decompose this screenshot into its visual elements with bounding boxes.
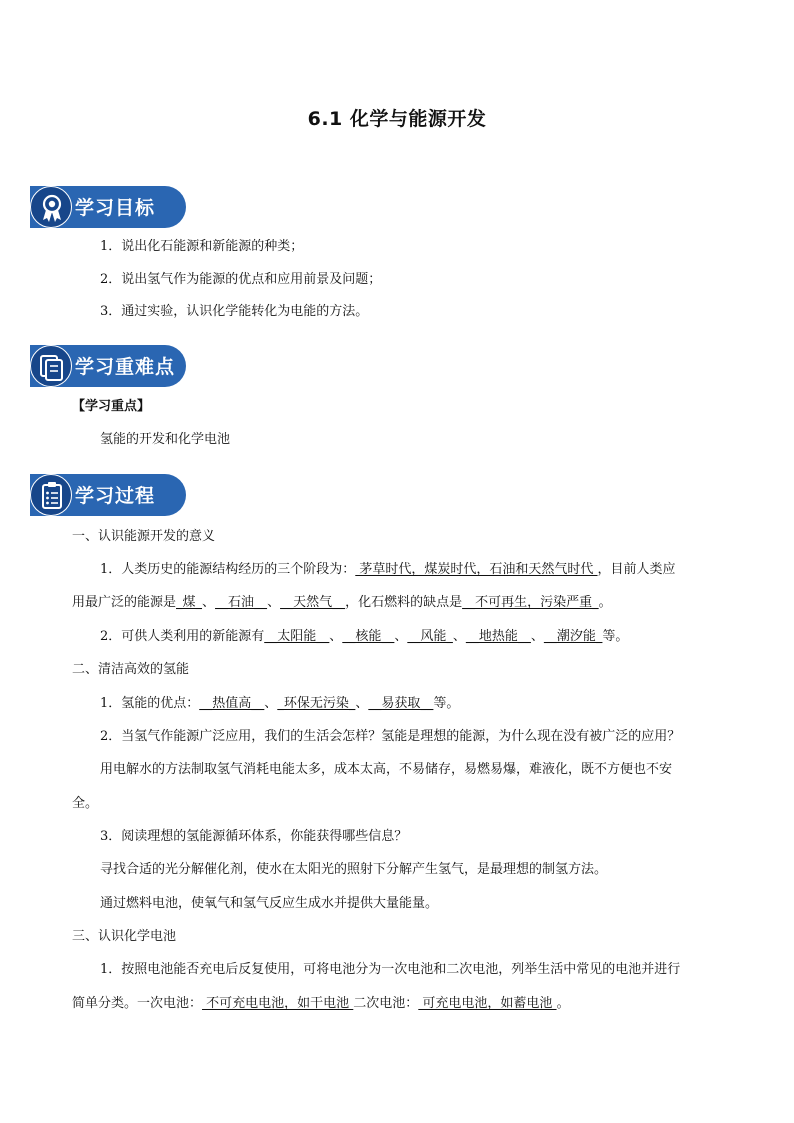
- answer-blank: __潮汐能_: [543, 629, 603, 644]
- answer-blank: __不可再生，污染严重_: [462, 595, 599, 610]
- section-banner-label: 学习重难点: [75, 356, 176, 378]
- part1-q1-line1: 1．人类历史的能源结构经历的三个阶段为： 茅草时代，煤炭时代，石油和天然气时代 ，目前人类应: [100, 562, 676, 577]
- answer-blank: _环保无污染_: [277, 696, 356, 711]
- goal-item: 2．说出氢气作为能源的优点和应用前景及问题；: [100, 272, 382, 287]
- answer-blank: __石油__: [215, 595, 268, 610]
- part2-a3-line1: 寻找合适的光分解催化剂，使水在太阳光的照射下分解产生氢气，是最理想的制氢方法。: [100, 862, 608, 877]
- answer-blank: __地热能__: [465, 629, 531, 644]
- section-banner-label: 学习过程: [75, 485, 156, 507]
- part3-q1-line1: 1．按照电池能否充电后反复使用，可将电池分为一次电池和二次电池，列举生活中常见的电池并进行: [100, 962, 681, 977]
- part2-q2: 2．当氢气作能源广泛应用，我们的生活会怎样？氢能是理想的能源，为什么现在没有被广泛的应用？: [100, 729, 681, 744]
- answer-blank: 茅草时代，煤炭时代，石油和天然气时代: [355, 562, 598, 577]
- books-icon: [30, 345, 72, 387]
- section-banner-label: 学习目标: [75, 197, 156, 219]
- part2-heading: 二、清洁高效的氢能: [72, 662, 190, 677]
- answer-blank: _煤_: [176, 595, 203, 610]
- section-banner-goals: [30, 186, 186, 228]
- answer-blank: 不可充电电池，如干电池: [202, 996, 354, 1011]
- section-banner-key-points: [30, 345, 186, 387]
- answer-blank: __太阳能__: [264, 629, 330, 644]
- part3-heading: 三、认识化学电池: [72, 929, 177, 944]
- part1-heading: 一、认识能源开发的意义: [72, 529, 216, 544]
- part2-a3-line2: 通过燃料电池，使氧气和氢气反应生成水并提供大量能量。: [100, 896, 439, 911]
- part2-a2-line1: 用电解水的方法制取氢气消耗电能太多，成本太高，不易储存，易燃易爆，难液化，既不方便也不安: [100, 762, 673, 777]
- answer-blank: __核能__: [342, 629, 395, 644]
- answer-blank: __易获取__: [368, 696, 434, 711]
- answer-blank: __风能_: [407, 629, 453, 644]
- answer-blank: __热值高__: [199, 696, 265, 711]
- answer-blank: __天然气__: [280, 595, 346, 610]
- answer-blank: 可充电电池，如蓄电池: [418, 996, 557, 1011]
- part2-q1: 1．氢能的优点：__热值高__、_环保无污染_、__易获取__等。: [100, 696, 460, 711]
- goal-item: 1．说出化石能源和新能源的种类；: [100, 239, 304, 254]
- goal-item: 3．通过实验，认识化学能转化为电能的方法。: [100, 304, 369, 319]
- part2-q3: 3．阅读理想的氢能源循环体系，你能获得哪些信息？: [100, 829, 408, 844]
- key-points-text: 氢能的开发和化学电池: [100, 432, 231, 447]
- award-ribbon-icon: [30, 186, 72, 228]
- part1-q2: 2．可供人类利用的新能源有__太阳能__、__核能__、__风能_、__地热能__、__潮汐能_等。: [100, 629, 629, 644]
- page-title: 6.1 化学与能源开发: [307, 108, 487, 130]
- section-banner-process: [30, 474, 186, 516]
- part1-q1-line2: 用最广泛的能源是_煤_、__石油__、__天然气__，化石燃料的缺点是__不可再生，污染严重_。: [72, 595, 612, 610]
- clipboard-checklist-icon: [30, 474, 72, 516]
- part3-q1-line2: 简单分类。一次电池： 不可充电电池，如干电池 二次电池： 可充电电池，如蓄电池 。: [72, 996, 570, 1011]
- key-points-heading: 【学习重点】: [72, 399, 151, 414]
- part2-a2-line2: 全。: [72, 796, 99, 811]
